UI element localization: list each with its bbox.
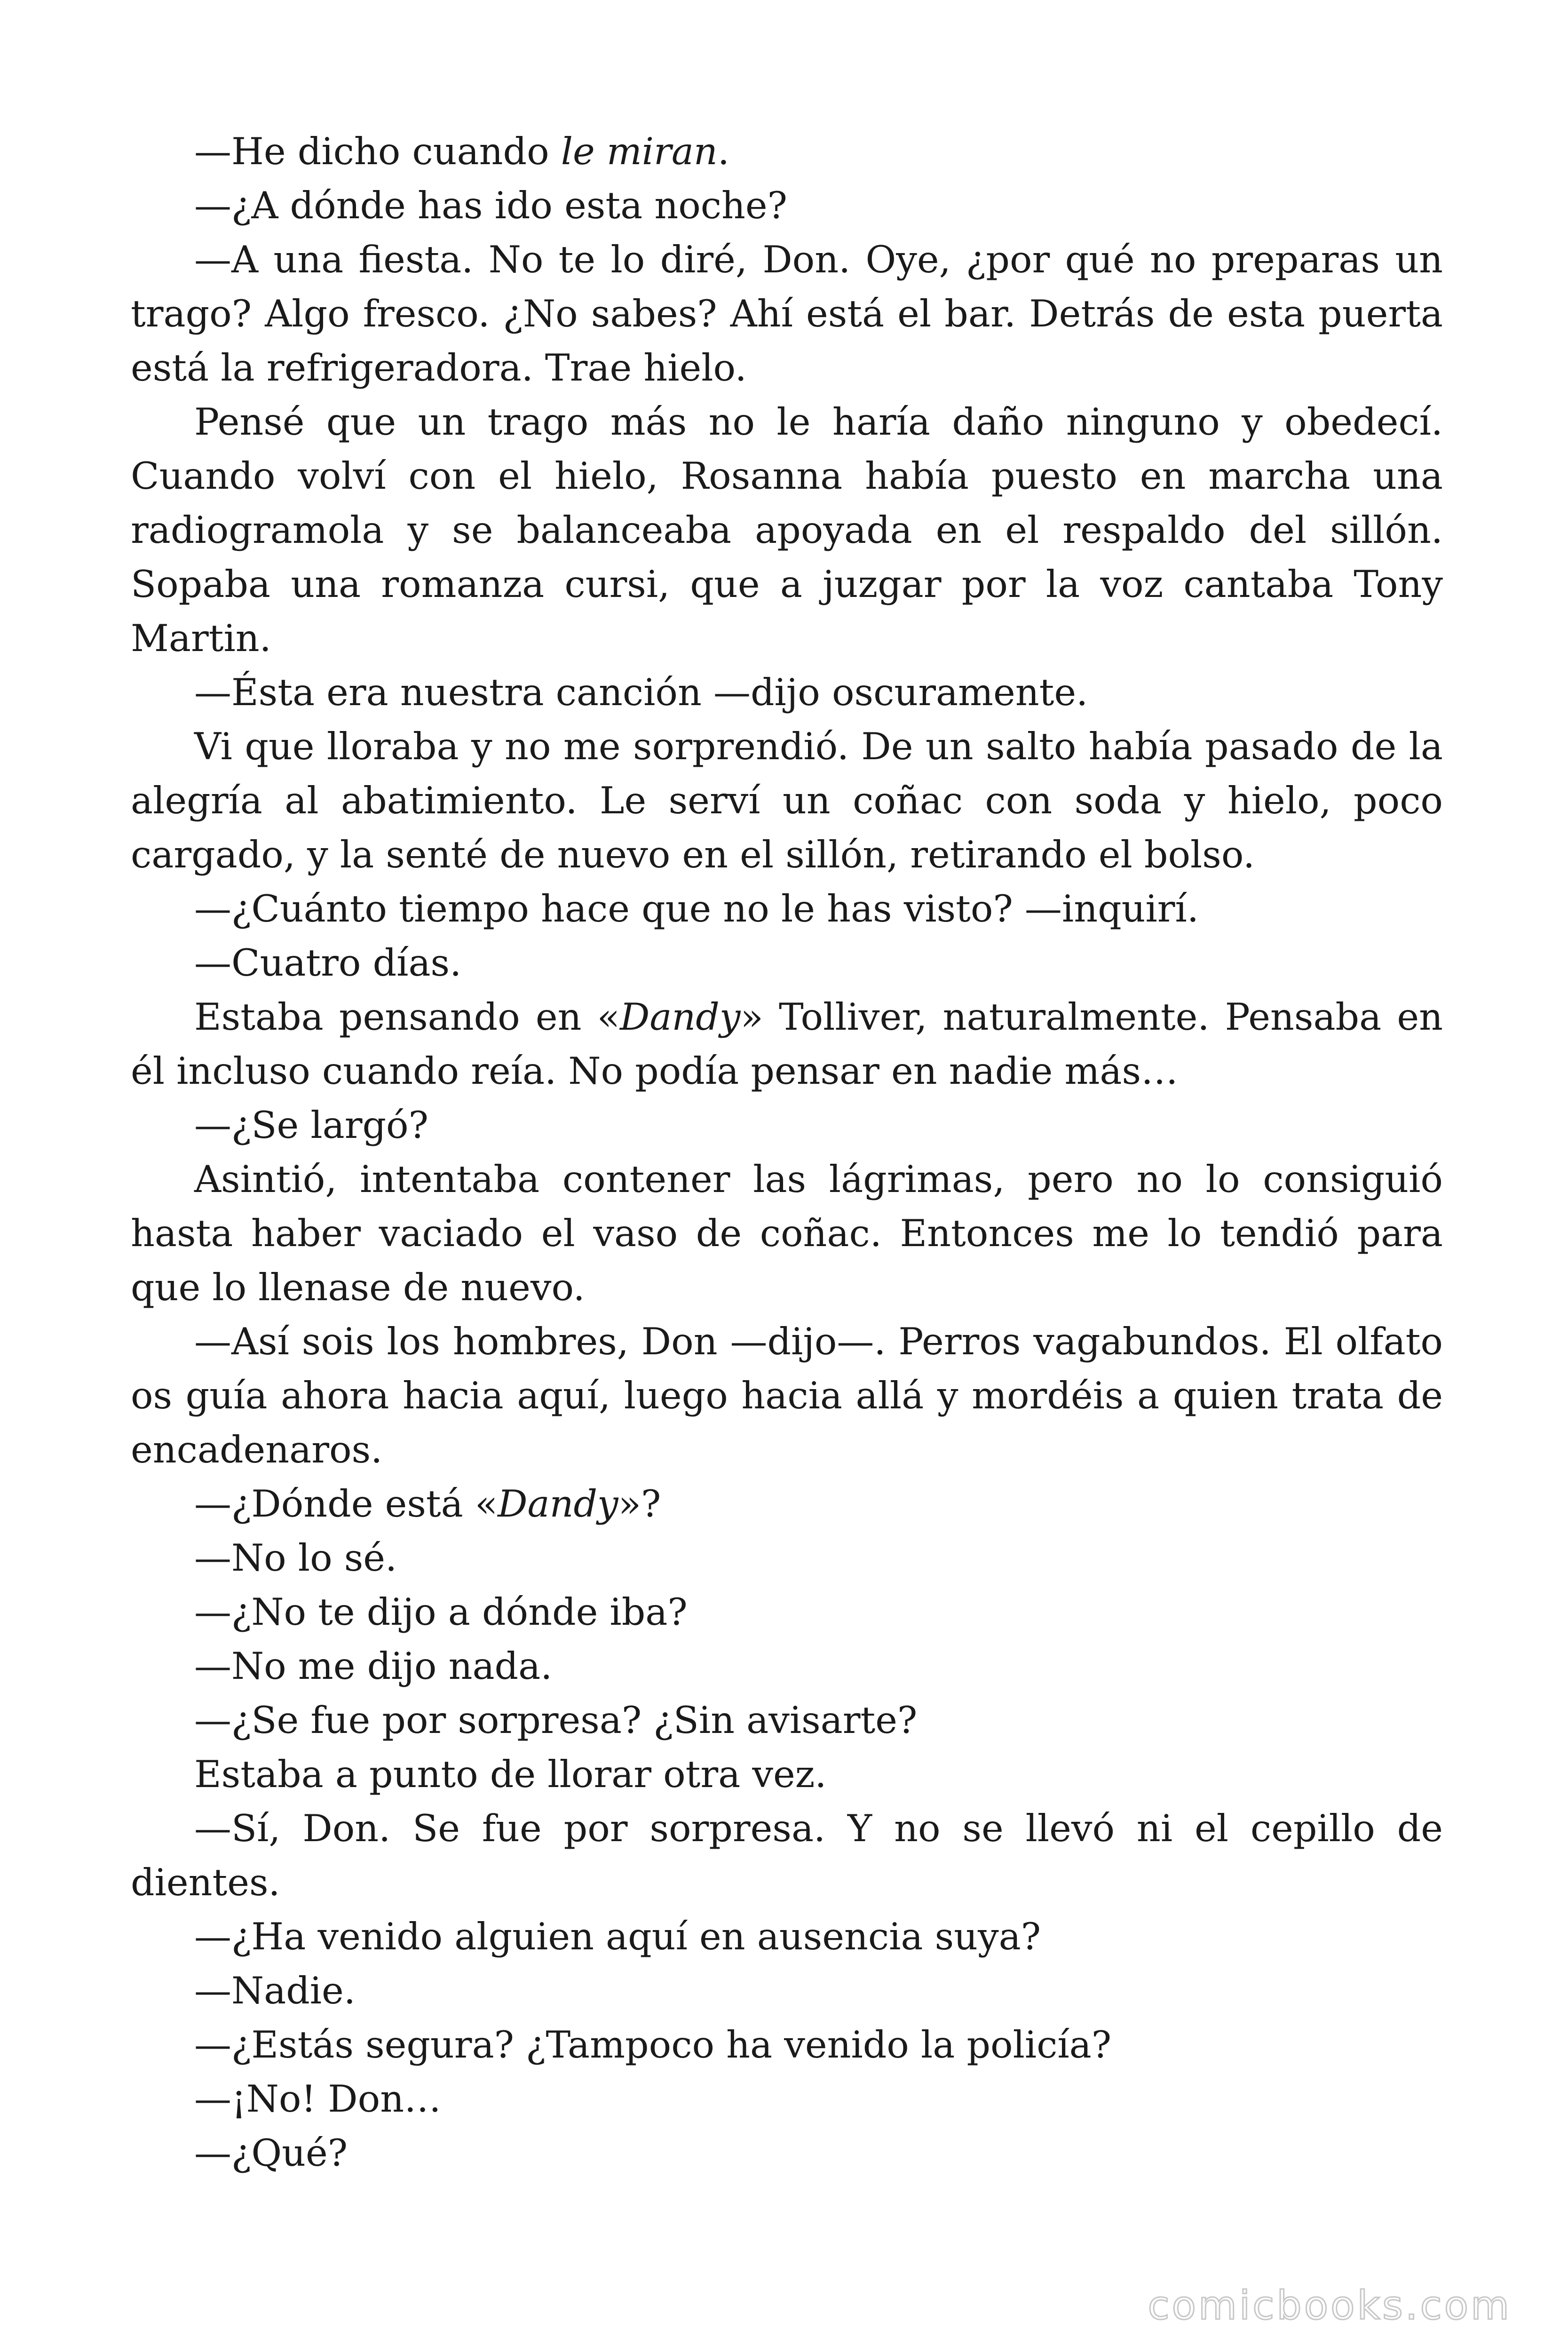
text-run: Pensé que un trago más no le haría daño ninguno y obedecí. Cuando volví con el hielo, Rosanna había puesto en marcha una radiogramola y se balanceaba apoyada en el respaldo del sillón. Sopaba una romanza cursi, que a juzgar por la voz cantaba Tony Martin. — [131, 400, 1443, 660]
text-run: Asintió, intentaba contener las lágrimas, pero no lo consiguió hasta haber vaciado el vaso de coñac. Entonces me lo tendió para que lo llenase de nuevo. — [131, 1158, 1443, 1309]
paragraph — [131, 720, 1443, 882]
text-run: »? — [618, 1482, 661, 1526]
italic-text: Dandy — [498, 1482, 618, 1526]
italic-text: Dandy — [619, 995, 741, 1039]
text-run: Estaba pensando en « — [194, 995, 620, 1039]
paragraph — [131, 2072, 1443, 2126]
text-run: —Sí, Don. Se fue por sorpresa. Y no se llevó ni el cepillo de dientes. — [131, 1807, 1443, 1904]
paragraph — [131, 1748, 1443, 1802]
paragraph — [131, 1802, 1443, 1910]
text-run: —¡No! Don… — [194, 2077, 442, 2121]
text-run: Vi que lloraba y no me sorprendió. De un salto había pasado de la alegría al abatimiento. Le serví un coñac con soda y hielo, poco cargado, y la senté de nuevo en el sillón, retirando el bolso. — [131, 725, 1443, 876]
paragraph — [131, 990, 1443, 1098]
text-run: —¿Estás segura? ¿Tampoco ha venido la policía? — [194, 2023, 1112, 2066]
paragraph — [131, 125, 1443, 179]
text-run: —¿Se fue por sorpresa? ¿Sin avisarte? — [194, 1699, 918, 1742]
text-run: —No me dijo nada. — [194, 1645, 553, 1688]
text-run: Estaba a punto de llorar otra vez. — [194, 1753, 827, 1796]
paragraph — [131, 1910, 1443, 1964]
text-run: —¿Dónde está « — [194, 1482, 498, 1526]
text-run: —¿A dónde has ido esta noche? — [194, 184, 788, 227]
paragraph — [131, 882, 1443, 936]
paragraph — [131, 1098, 1443, 1152]
text-run: —¿Cuánto tiempo hace que no le has visto? —inquirí. — [194, 887, 1199, 930]
paragraph — [131, 1964, 1443, 2018]
text-run: » Tolliver, naturalmente. Pensaba en él incluso cuando reía. No podía pensar en nadie más… — [131, 995, 1443, 1093]
paragraph — [131, 395, 1443, 666]
page-text — [131, 125, 1443, 2180]
paragraph — [131, 2126, 1443, 2180]
paragraph — [131, 936, 1443, 990]
paragraph — [131, 179, 1443, 233]
paragraph — [131, 666, 1443, 720]
text-run: —Nadie. — [194, 1969, 356, 2012]
paragraph — [131, 1585, 1443, 1639]
paragraph — [131, 1639, 1443, 1693]
paragraph — [131, 1693, 1443, 1748]
text-run: . — [717, 130, 729, 173]
paragraph — [131, 233, 1443, 395]
paragraph — [131, 1477, 1443, 1531]
text-run: —Ésta era nuestra canción —dijo oscuramente. — [194, 671, 1088, 714]
paragraph — [131, 1315, 1443, 1477]
text-run: —No lo sé. — [194, 1536, 397, 1580]
text-run: —¿No te dijo a dónde iba? — [194, 1590, 688, 1634]
italic-text: le miran — [561, 130, 718, 173]
paragraph — [131, 1152, 1443, 1315]
text-run: —A una fiesta. No te lo diré, Don. Oye, ¿por qué no preparas un trago? Algo fresco. ¿No sabes? Ahí está el bar. Detrás de esta puerta está la refrigeradora. Trae hielo. — [131, 238, 1443, 389]
watermark: comicbooks.com — [1148, 2282, 1512, 2328]
text-run: —Cuatro días. — [194, 941, 462, 985]
text-run: —¿Ha venido alguien aquí en ausencia suya? — [194, 1915, 1041, 1958]
text-run: —¿Qué? — [194, 2131, 348, 2175]
text-run: —He dicho cuando — [194, 130, 561, 173]
paragraph — [131, 1531, 1443, 1585]
text-run: —¿Se largó? — [194, 1104, 428, 1147]
paragraph — [131, 2018, 1443, 2072]
text-run: —Así sois los hombres, Don —dijo—. Perros vagabundos. El olfato os guía ahora hacia aquí, luego hacia allá y mordéis a quien trata de encadenaros. — [131, 1320, 1443, 1471]
